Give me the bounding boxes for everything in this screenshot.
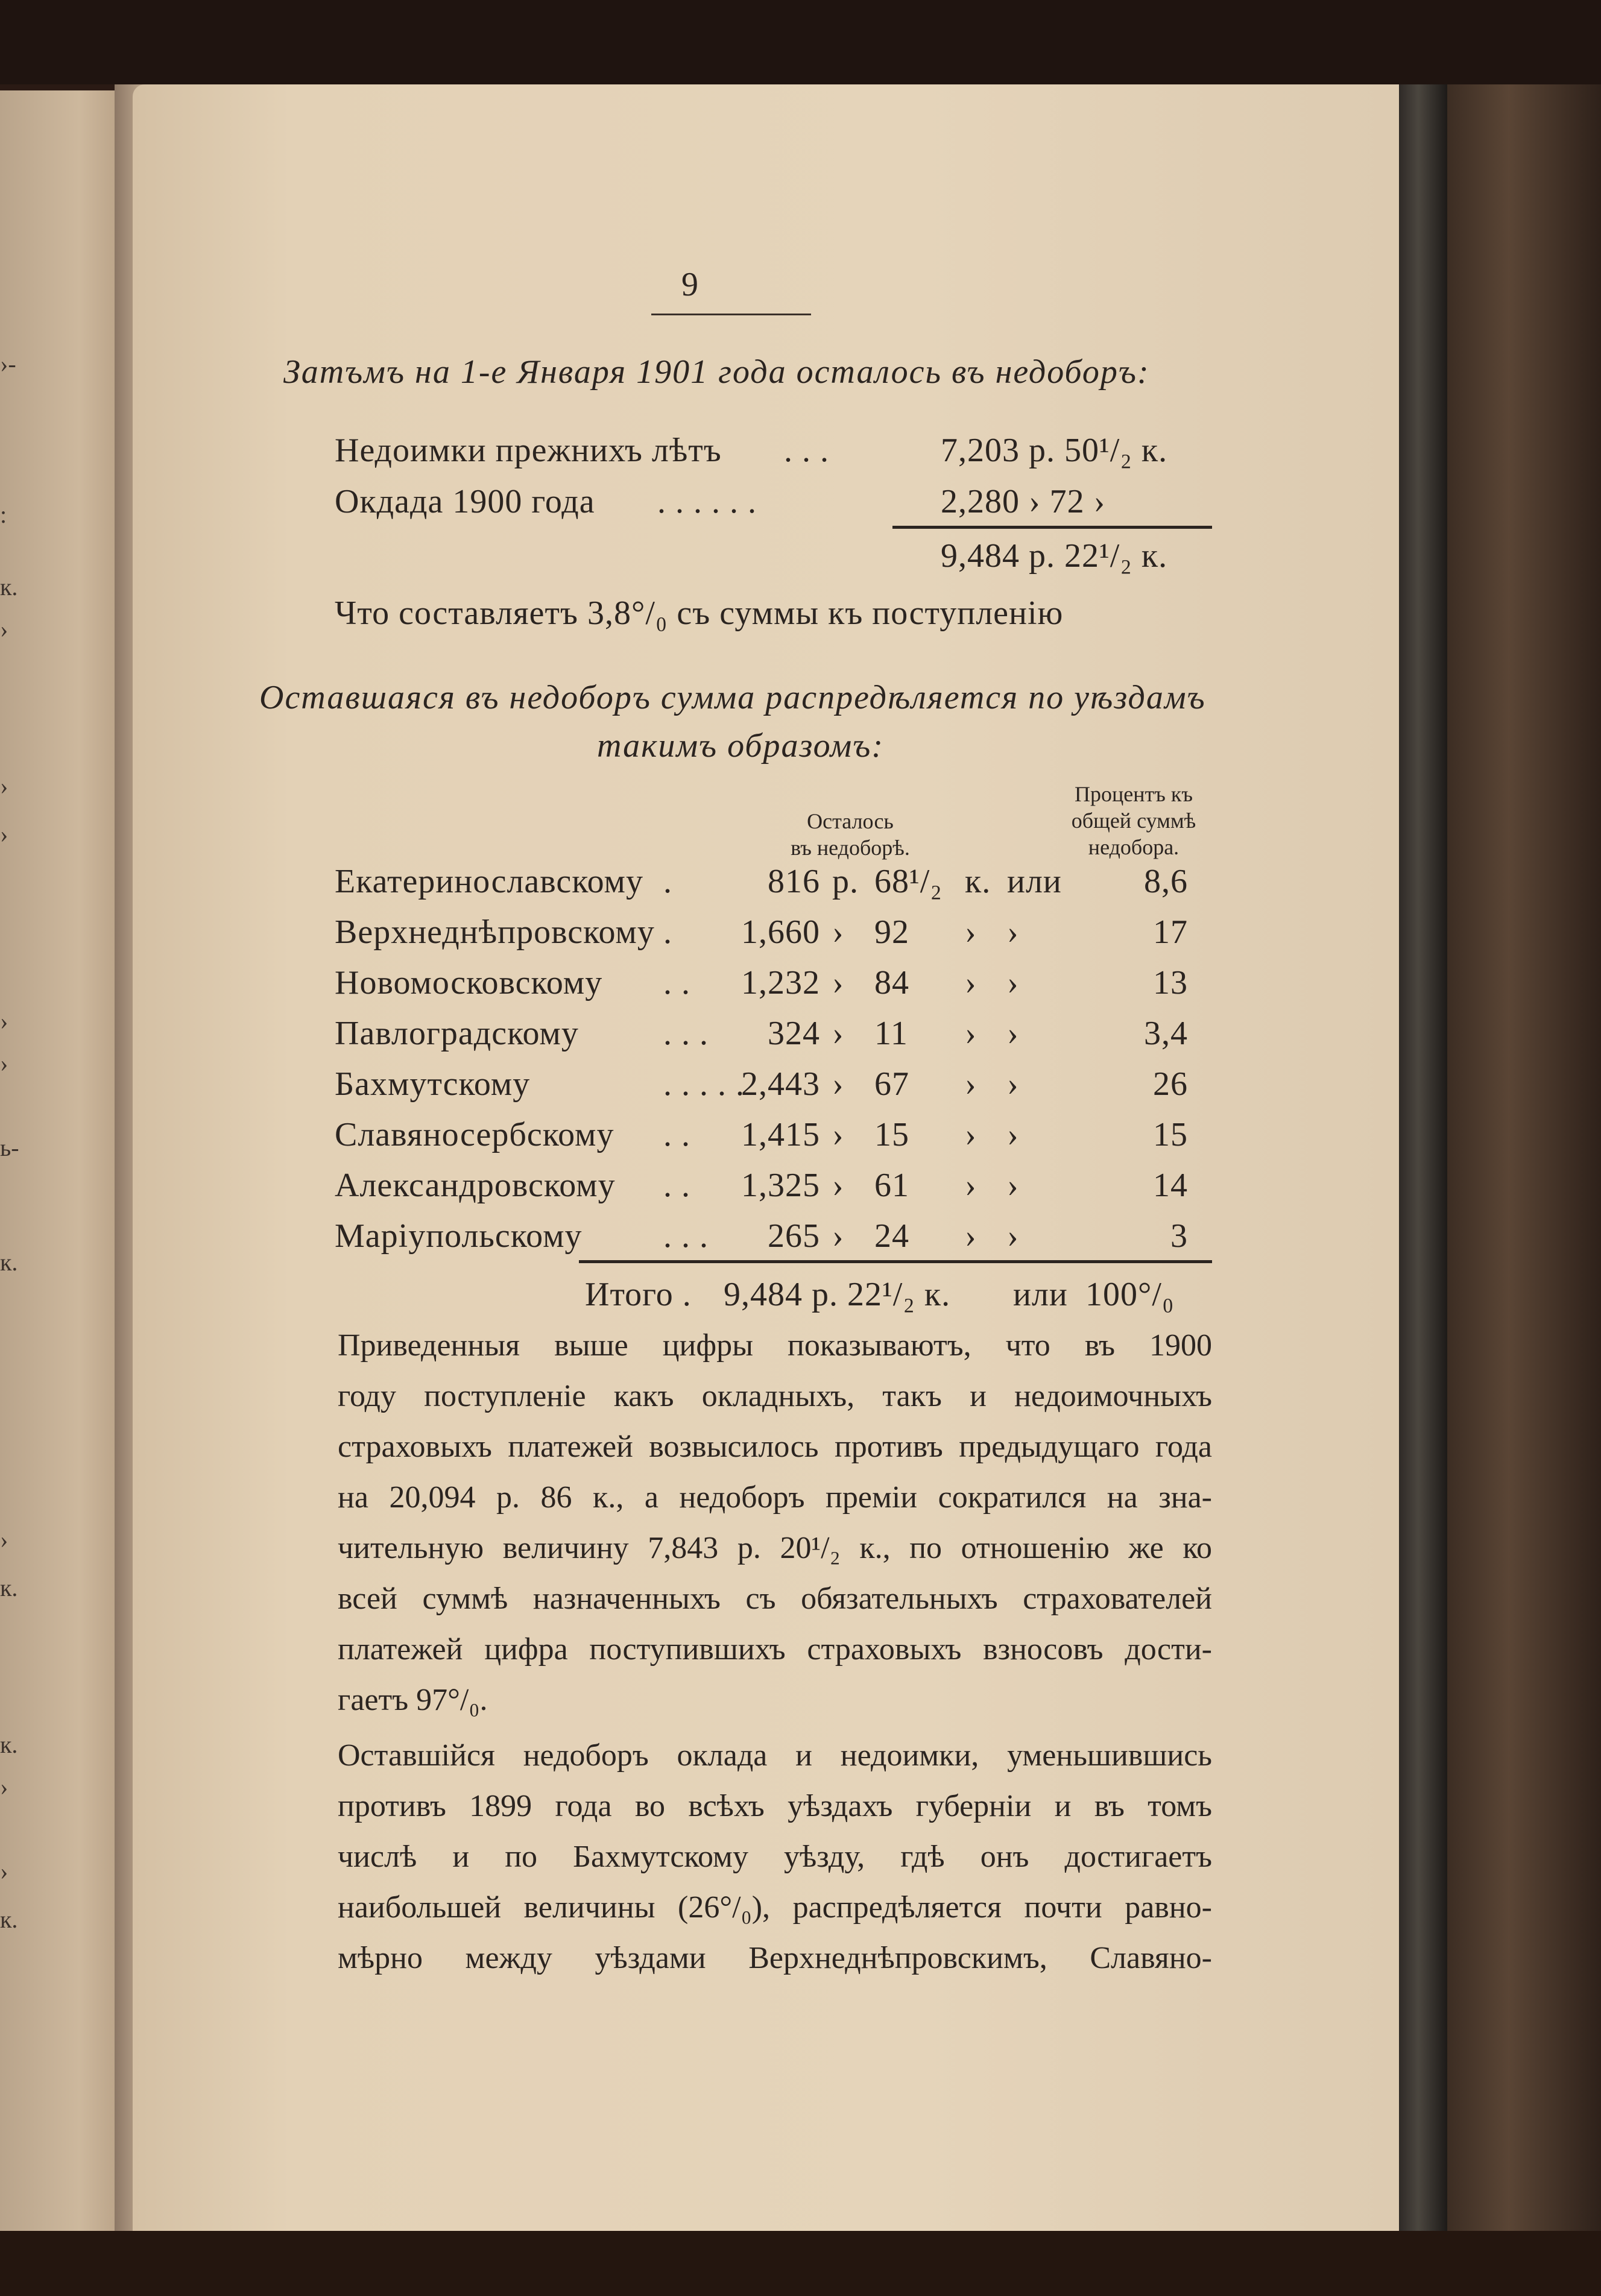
left-fragment: к. [0,1249,18,1276]
scanner-frame-top [0,0,1601,84]
district-or: › [1007,964,1019,1001]
heading-remaining: Затъмъ на 1-е Января 1901 года осталось въ недоборъ: [283,353,1150,391]
district-name: Александровскому [335,1167,616,1204]
col-header-remaining [766,808,935,861]
heading-distribution: Оставшаяся въ недоборъ сумма распредѣляется по уѣздамъ [259,679,1206,716]
district-total-rule [579,1260,1212,1263]
district-dots: . . [663,964,690,1001]
district-unit-k: к. [965,863,991,900]
paragraph-line: Оставшійся недоборъ оклада и недоимки, уменьшившись [338,1738,1212,1773]
left-fragment: › [0,1050,8,1077]
district-dots: . [663,863,672,900]
district-unit-k: › [965,913,977,951]
district-pct: 3,4 [1144,1015,1188,1052]
left-fragment: › [0,1526,8,1553]
district-name: Славяносербскому [335,1116,614,1153]
left-fragment: к. [0,1574,18,1601]
left-fragment: › [0,1858,8,1885]
left-fragment: к. [0,1731,18,1758]
heading-distribution-cont: такимъ образомъ: [597,727,884,765]
paragraph-line: страховыхъ платежей возвысилось противъ предыдущаго года [338,1430,1212,1464]
left-fragment: › [0,772,8,800]
district-name: Новомосковскому [335,964,603,1001]
col-header-percent-line2: общей суммѣ [1071,809,1196,833]
district-unit-r: › [832,964,844,1001]
left-fragment: : [0,501,7,528]
district-kop: 84 [874,964,909,1001]
total-or: или [1013,1276,1068,1313]
district-kop: 24 [874,1217,909,1255]
district-rub: 2,443 [741,1065,820,1103]
district-rub: 265 [768,1217,820,1255]
district-unit-k: › [965,1116,977,1153]
district-unit-k: › [965,1015,977,1052]
district-dots: . . . [663,1217,709,1255]
district-rub: 324 [768,1015,820,1052]
district-unit-k: › [965,1167,977,1204]
total-percent: 100°/₀ [1085,1276,1175,1313]
left-fragment: › [0,1773,8,1800]
paragraph-line: чительную величину 7,843 р. 20¹/₂ к., по отношенію же ко [338,1531,1212,1565]
paragraph-line: всей суммѣ назначенныхъ съ обязательныхъ страхователей [338,1582,1212,1616]
district-unit-r: › [832,913,844,951]
col-header-percent [1049,781,1218,860]
col-header-remaining-line1: Осталось [807,809,894,833]
left-fragment: ь- [0,1134,19,1161]
page-number: 9 [681,266,698,303]
district-kop: 11 [874,1015,908,1052]
scanner-frame-bottom [0,2231,1601,2296]
district-pct: 3 [1170,1217,1188,1255]
district-unit-r: р. [832,863,859,900]
paragraph-line: числѣ и по Бахмутскому уѣзду, гдѣ онъ достигаетъ [338,1840,1212,1874]
district-rub: 816 [768,863,820,900]
district-pct: 15 [1153,1116,1188,1153]
left-fragment: ›- [0,350,16,377]
district-unit-r: › [832,1065,844,1103]
district-rub: 1,660 [741,913,820,951]
summary-label: Недоимки прежнихъ лѣтъ [335,432,722,469]
left-fragment: к. [0,1906,18,1933]
total-label: Итого . [585,1276,692,1313]
summary-dots: . . . . . . [657,483,757,520]
district-name: Верхнеднѣпровскому [335,913,655,951]
district-dots: . . [663,1167,690,1204]
district-dots: . . . . . [663,1065,745,1103]
paragraph-2 [338,1730,1212,1984]
district-pct: 8,6 [1144,863,1188,900]
left-fragment: › [0,616,8,643]
district-or: › [1007,913,1019,951]
paragraph-line: на 20,094 р. 86 к., а недоборъ преміи сократился на зна- [338,1480,1212,1515]
district-or: › [1007,1167,1019,1204]
percent-line: Что составляетъ 3,8°/₀ съ суммы къ поступленію [335,594,1064,632]
district-dots: . . [663,1116,690,1153]
left-fragment: › [0,1008,8,1035]
district-name: Екатеринославскому [335,863,643,900]
district-pct: 13 [1153,964,1188,1001]
paragraph-line: платежей цифра поступившихъ страховыхъ взносовъ дости- [338,1632,1212,1667]
district-or: или [1007,863,1062,900]
district-dots: . [663,913,672,951]
paragraph-line: гаетъ 97°/₀. [338,1683,488,1717]
book-cover [1447,84,1601,2231]
district-or: › [1007,1065,1019,1103]
district-pct: 17 [1153,913,1188,951]
paragraph-line: противъ 1899 года во всѣхъ уѣздахъ губерніи и въ томъ [338,1789,1212,1823]
district-or: › [1007,1015,1019,1052]
page-number-rule [651,314,811,315]
col-header-remaining-line2: въ недоборѣ. [791,836,910,860]
summary-total: 9,484 р. 22¹/₂ к. [941,537,1168,575]
district-kop: 67 [874,1065,909,1103]
district-name: Павлоградскому [335,1015,579,1052]
left-fragment: к. [0,573,18,601]
col-header-percent-line1: Процентъ къ [1075,782,1193,806]
summary-dots: . . . [784,432,829,469]
summary-amount: 2,280 › 72 › [941,483,1106,520]
district-unit-r: › [832,1167,844,1204]
district-pct: 14 [1153,1167,1188,1204]
district-pct: 26 [1153,1065,1188,1103]
district-unit-k: › [965,1065,977,1103]
paragraph-1 [338,1320,1212,1726]
paragraph-line: наибольшей величины (26°/₀), распредѣляется почти равно- [338,1890,1212,1925]
district-rub: 1,415 [741,1116,820,1153]
district-name: Бахмутскому [335,1065,531,1103]
left-fragment: › [0,821,8,848]
district-or: › [1007,1116,1019,1153]
paragraph-line: мѣрно между уѣздами Верхнеднѣпровскимъ, Славяно- [338,1941,1212,1975]
summary-amount: 7,203 р. 50¹/₂ к. [941,432,1168,469]
district-kop: 61 [874,1167,909,1204]
district-or: › [1007,1217,1019,1255]
district-unit-k: › [965,1217,977,1255]
district-unit-r: › [832,1116,844,1153]
paragraph-line: году поступленіе какъ окладныхъ, такъ и недоимочныхъ [338,1379,1212,1413]
district-rub: 1,232 [741,964,820,1001]
district-name: Маріупольскому [335,1217,583,1255]
paragraph-line: Приведенныя выше цифры показываютъ, что въ 1900 [338,1328,1212,1363]
district-kop: 68¹/₂ [874,863,943,900]
col-header-percent-line3: недобора. [1088,835,1179,859]
district-kop: 15 [874,1116,909,1153]
district-unit-k: › [965,964,977,1001]
page-stack-edge [1399,84,1447,2231]
district-kop: 92 [874,913,909,951]
district-rub: 1,325 [741,1167,820,1204]
district-dots: . . . [663,1015,709,1052]
district-unit-r: › [832,1015,844,1052]
left-page-edge [0,90,133,2249]
summary-total-rule [892,526,1212,529]
total-amount: 9,484 р. 22¹/₂ к. [724,1276,951,1313]
summary-label: Окдада 1900 года [335,483,595,520]
district-unit-r: › [832,1217,844,1255]
